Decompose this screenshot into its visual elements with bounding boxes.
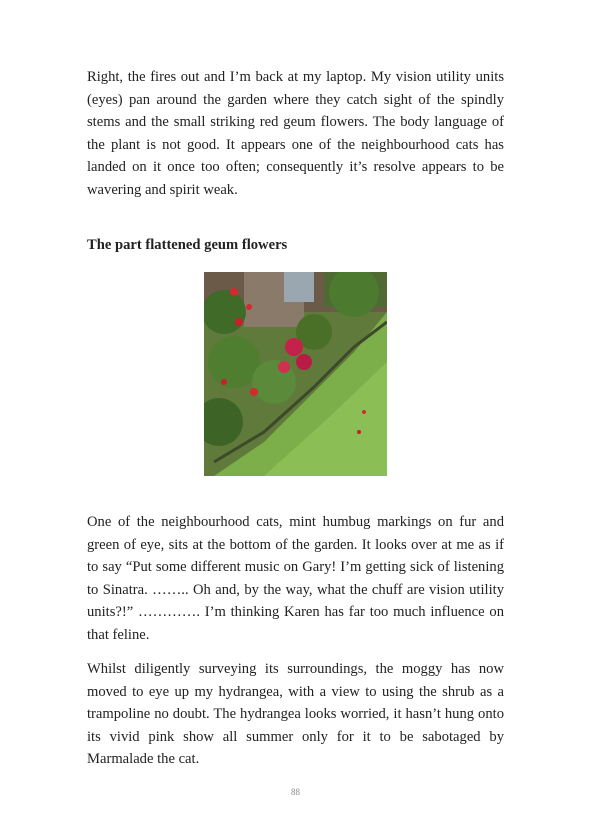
paragraph-cat: One of the neighbourhood cats, mint humbug markings on fur and green of eye, sits at the bottom of the garden. It looks over at me as if to say “Put some different music on Gary! I’m getting sick of listening to Sinatra. …….. Oh and, by the way, what the chuff are vision utility units?!” …………. I’m thinking Karen has far too much influence on that feline. bbox=[87, 514, 504, 643]
garden-photo bbox=[204, 272, 387, 476]
page-number: 88 bbox=[291, 787, 300, 797]
paragraph-intro: Right, the fires out and I’m back at my laptop. My vision utility units (eyes) pan around the garden where they catch sight of the spindly stems and the small striking red geum flowers. The body language of the plant is not good. It appears one of the neighbourhood cats has landed on it once too often; consequently it’s resolve appears to be wavering and spirit weak. bbox=[87, 69, 504, 198]
photo-caption-heading: The part flattened geum flowers bbox=[87, 237, 288, 253]
paragraph-hydrangea: Whilst diligently surveying its surroundings, the moggy has now moved to eye up my hydrangea, with a view to using the shrub as a trampoline no doubt. The hydrangea looks worried, it hasn’t hung onto its vivid pink show all summer only for it to be sabotaged by Marmalade the cat. bbox=[87, 661, 504, 767]
